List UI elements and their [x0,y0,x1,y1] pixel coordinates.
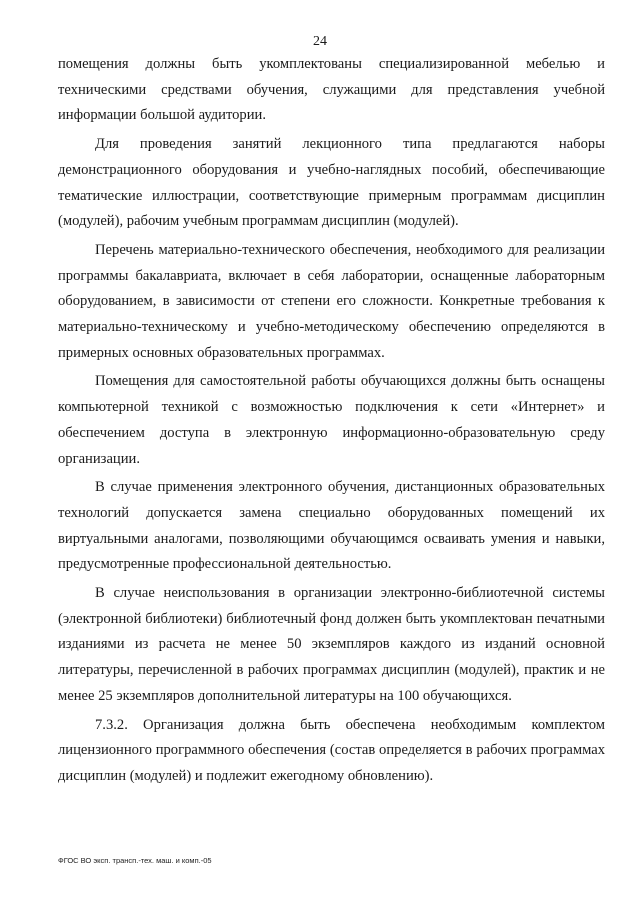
paragraph: помещения должны быть укомплектованы специализированной мебелью и техническими средствами обучения, служащими для представления учебной информации большой аудитории. [58,56,605,124]
paragraph: Для проведения занятий лекционного типа предлагаются наборы демонстрационного оборудования и учебно-наглядных пособий, обеспечивающие тематические иллюстрации, соответствующие примерным программам дисциплин (модулей), рабочим учебным программам дисциплин (модулей). [58,136,605,230]
paragraph: Помещения для самостоятельной работы обучающихся должны быть оснащены компьютерной техникой с возможностью подключения к сети «Интернет» и обеспечением доступа в электронную информационно-образовательную среду организации. [58,373,605,467]
page-number: 24 [313,34,327,49]
document-body [58,52,605,793]
paragraph: 7.3.2. Организация должна быть обеспечена необходимым комплектом лицензионного программного обеспечения (состав определяется в рабочих программах дисциплин (модулей) и подлежит ежегодному обновлению). [58,716,605,784]
paragraph: Перечень материально-технического обеспечения, необходимого для реализации программы бакалавриата, включает в себя лаборатории, оснащенные лабораторным оборудованием, в зависимости от степени его сложности. Конкретные требования к материально-техническому и учебно-методическому обеспечению определяются в примерных основных образовательных программах. [58,241,605,361]
page-footer: ФГОС ВО эксп. трансп.-тех. маш. и комп.-05 [58,856,212,865]
paragraph: В случае неиспользования в организации электронно-библиотечной системы (электронной библиотеки) библиотечный фонд должен быть укомплектован печатными изданиями из расчета не менее 50 экземпляров каждого из изданий основной литературы, перечисленной в рабочих программах дисциплин (модулей), практик и не менее 25 экземпляров дополнительной литературы на 100 обучающихся. [58,585,605,704]
paragraph: В случае применения электронного обучения, дистанционных образовательных технологий допускается замена специально оборудованных помещений их виртуальными аналогами, позволяющими обучающимся осваивать умения и навыки, предусмотренные профессиональной деятельностью. [58,479,605,573]
